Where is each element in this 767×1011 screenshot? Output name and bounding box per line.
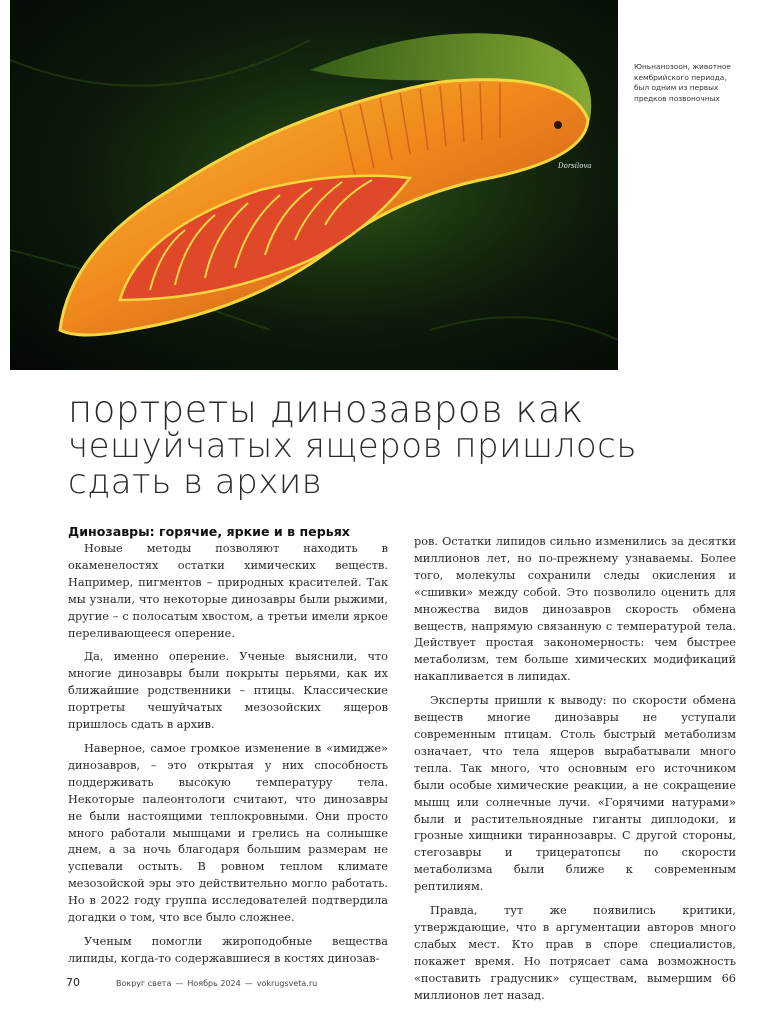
paragraph: Эксперты пришли к выводу: по скорости обмена веществ многие динозавры не уступали современным птицам. Столь быстрый метаболизм означает, что тела ящеров вырабатывали много тепла. Так много, что основным его источником были особые химические реакции, а не сокращение мышц или солнечные лучи. «Горячими натурами» были и растительноядные гиганты диплодоки, и грозные хищники тираннозавры. С другой стороны, стегозавры и трицератопсы по скорости метаболизма были ближе к современным рептилиям. (414, 694, 736, 894)
page-footer (66, 976, 317, 989)
paragraph: Правда, тут же появились критики, утверждающие, что в аргументации авторов много слабых мест. Кто прав в споре специалистов, покажет время. Но потрясает сама возможность «поставить градусник» существам, вымершим 66 миллионов лет назад. (414, 904, 736, 1002)
headline-line-2: чешуйчатых ящеров пришлось (68, 426, 637, 466)
image-caption: Юньнанозоон, животное кембрийского периода, был одним из первых предков позвоночных (634, 62, 731, 103)
headline-line-3: сдать в архив (68, 462, 323, 502)
paragraph: Новые методы позволяют находить в окаменелостях остатки химических веществ. Например, пигментов – природных красителей. Так мы узнали, что некоторые динозавры были рыжими, другие – с полосатым хвостом, а третьи имели яркое переливающееся оперение. (68, 542, 388, 640)
website-link[interactable]: vokrugsveta.ru (256, 979, 318, 988)
footer-separator: — (244, 979, 253, 988)
paragraph: Ученым помогли жироподобные вещества липиды, когда-то содержавшиеся в костях динозав- (68, 934, 388, 965)
artist-signature: Dorsilova (558, 162, 592, 170)
headline-line-1: портреты динозавров как (68, 388, 584, 431)
page-number: 70 (66, 976, 80, 989)
article-column-left (68, 524, 388, 975)
yunnanozoon-painting (10, 0, 618, 370)
article-column-right (414, 534, 736, 1011)
magazine-name: Вокруг света (116, 979, 172, 988)
article-headline (68, 388, 748, 502)
footer-separator: — (175, 979, 184, 988)
section-title: Динозавры: горячие, яркие и в перьях (68, 524, 350, 539)
hero-illustration (10, 0, 618, 370)
paragraph: Да, именно оперение. Ученые выяснили, что многие динозавры были покрыты перьями, как их ближайшие родственники – птицы. Классические портреты чешуйчатых мезозойских ящеров пришлось сдать в архив. (68, 650, 388, 732)
issue-date: Ноябрь 2024 (187, 979, 241, 988)
paragraph: Наверное, самое громкое изменение в «имидже» динозавров, – это открытая у них способность поддерживать высокую температуру тела. Некоторые палеонтологи считают, что динозавры не были настоящими теплокровными. Они просто много работали мышцами и грелись на солнышке днем, а за ночь благодаря большим размерам не успевали остыть. В ровном теплом климате мезозойской эры это действительно могло работать. Но в 2022 году группа исследователей подтвердила догадки о том, что все было сложнее. (68, 741, 388, 925)
paragraph: ров. Остатки липидов сильно изменились за десятки миллионов лет, но по-прежнему узнаваемы. Более того, молекулы сохранили следы окисления и «сшивки» между собой. Это позволило оценить для множества видов динозавров скорость обмена веществ, напрямую связанную с температурой тела. Действует простая закономерность: чем быстрее метаболизм, тем больше химических модификаций накапливается в липидах. (414, 535, 736, 684)
